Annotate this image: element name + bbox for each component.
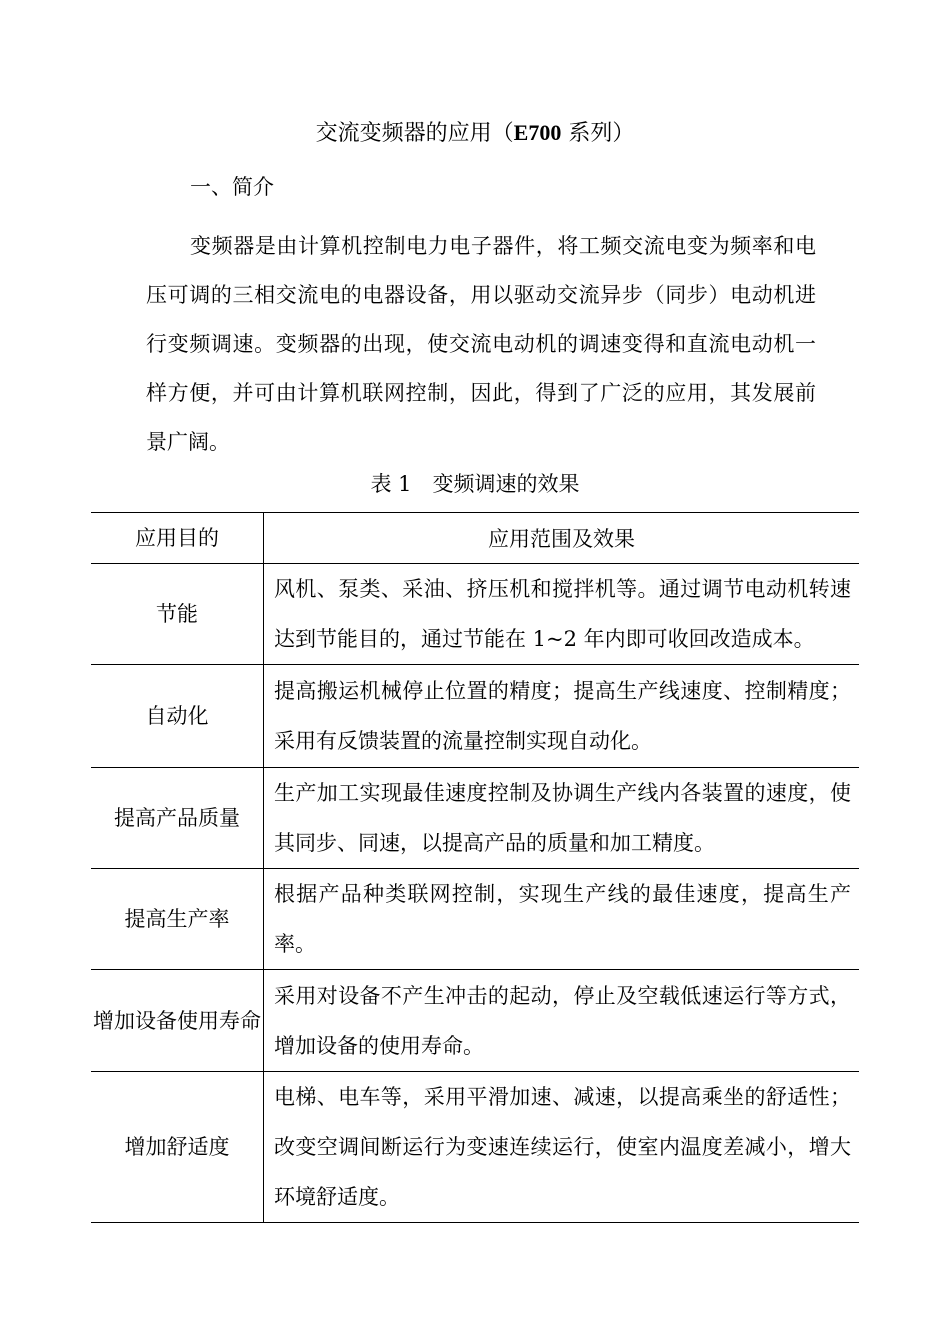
table-row [91,665,859,768]
title-series-text: E700 [513,120,562,145]
row-effect-cell: 根据产品种类联网控制，实现生产线的最佳速度，提高生产率。 [264,869,860,970]
row-effect-cell: 电梯、电车等，采用平滑加速、减速，以提高乘坐的舒适性；改变空调间断运行为变速连续运行，使室内温度差减小，增大环境舒适度。 [264,1072,860,1223]
row-effect-cell: 风机、泵类、采油、挤压机和搅拌机等。通过调节电动机转速达到节能目的，通过节能在 1~2 年内即可收回改造成本。 [264,564,860,665]
table-header-row [91,513,859,564]
title-tail-text: 系列） [561,121,635,146]
effects-table [91,512,859,1223]
table-row [91,1072,859,1223]
table-row [91,768,859,869]
row-purpose-cell: 增加设备使用寿命 [91,970,264,1072]
row-purpose-cell: 节能 [91,564,264,665]
table-body [91,564,859,1223]
section-heading-intro: 一、简介 [190,175,274,199]
intro-paragraph: 变频器是由计算机控制电力电子器件，将工频交流电变为频率和电压可调的三相交流电的电器设备，用以驱动交流异步（同步）电动机进行变频调速。变频器的出现，使交流电动机的调速变得和直流电动机一样方便，并可由计算机联网控制，因此，得到了广泛的应用，其发展前景广阔。 [146,234,816,454]
row-effect-cell: 采用对设备不产生冲击的起动，停止及空载低速运行等方式，增加设备的使用寿命。 [264,970,860,1072]
table-row [91,869,859,970]
table-row [91,970,859,1072]
row-effect-cell: 生产加工实现最佳速度控制及协调生产线内各装置的速度，使其同步、同速，以提高产品的质量和加工精度。 [264,768,860,869]
header-effect: 应用范围及效果 [264,513,860,564]
document-title [0,118,950,149]
row-effect-cell: 提高搬运机械停止位置的精度；提高生产线速度、控制精度；采用有反馈装置的流量控制实现自动化。 [264,665,860,768]
row-purpose-cell: 增加舒适度 [91,1072,264,1223]
row-purpose-cell: 提高产品质量 [91,768,264,869]
row-purpose-cell: 自动化 [91,665,264,768]
table-caption: 表 1 变频调速的效果 [370,472,580,496]
header-purpose: 应用目的 [91,513,264,564]
title-main-text: 交流变频器的应用（ [315,121,514,146]
row-purpose-cell: 提高生产率 [91,869,264,970]
table-row [91,564,859,665]
